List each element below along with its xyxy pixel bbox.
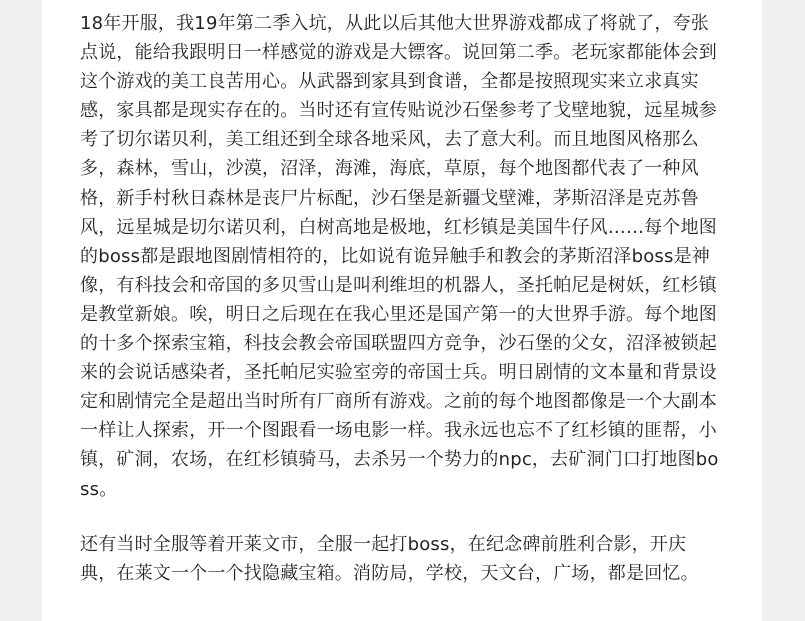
article-paragraph-1: 18年开服，我19年第二季入坑，从此以后其他大世界游戏都成了将就了，夸张点说，能给我跟明日一样感觉的游戏是大镖客。说回第二季。老玩家都能体会到这个游戏的美工良苦用心。从武器到家具到食谱，全都是按照现实来立求真实感，家具都是现实存在的。当时还有宣传贴说沙石堡参考了戈壁地貌，远星城参考了切尔诺贝利，美工组还到全球各地采风，去了意大利。而且地图风格那么多，森林，雪山，沙漠，沼泽，海滩，海底，草原，每个地图都代表了一种风格，新手村秋日森林是丧尸片标配，沙石堡是新疆戈壁滩，茅斯沼泽是克苏鲁风，远星城是切尔诺贝利，白树高地是极地，红杉镇是美国牛仔风……每个地图的boss都是跟地图剧情相符的，比如说有诡异触手和教会的茅斯沼泽boss是神像，有科技会和帝国的多贝雪山是叫利维坦的机器人，圣托帕尼是树妖，红杉镇是教堂新娘。唉，明日之后现在在我心里还是国产第一的大世界手游。每个地图的十多个探索宝箱，科技会教会帝国联盟四方竞争，沙石堡的父女，沼泽被锁起来的会说话感染者，圣托帕尼实验室旁的帝国士兵。明日剧情的文本量和背景设定和剧情完全是超出当时所有厂商所有游戏。之前的每个地图都像是一个大副本一样让人探索，开一个图跟看一场电影一样。我永远也忘不了红杉镇的匪帮，小镇，矿洞，农场，在红杉镇骑马，去杀另一个势力的npc，去矿洞门口打地图boss。 [80,13,719,500]
post-card [42,0,762,621]
article-paragraph-2: 还有当时全服等着开莱文市，全服一起打boss，在纪念碑前胜利合影，开庆典，在莱文一个一个找隐藏宝箱。消防局，学校，天文台，广场，都是回忆。 [80,534,699,585]
